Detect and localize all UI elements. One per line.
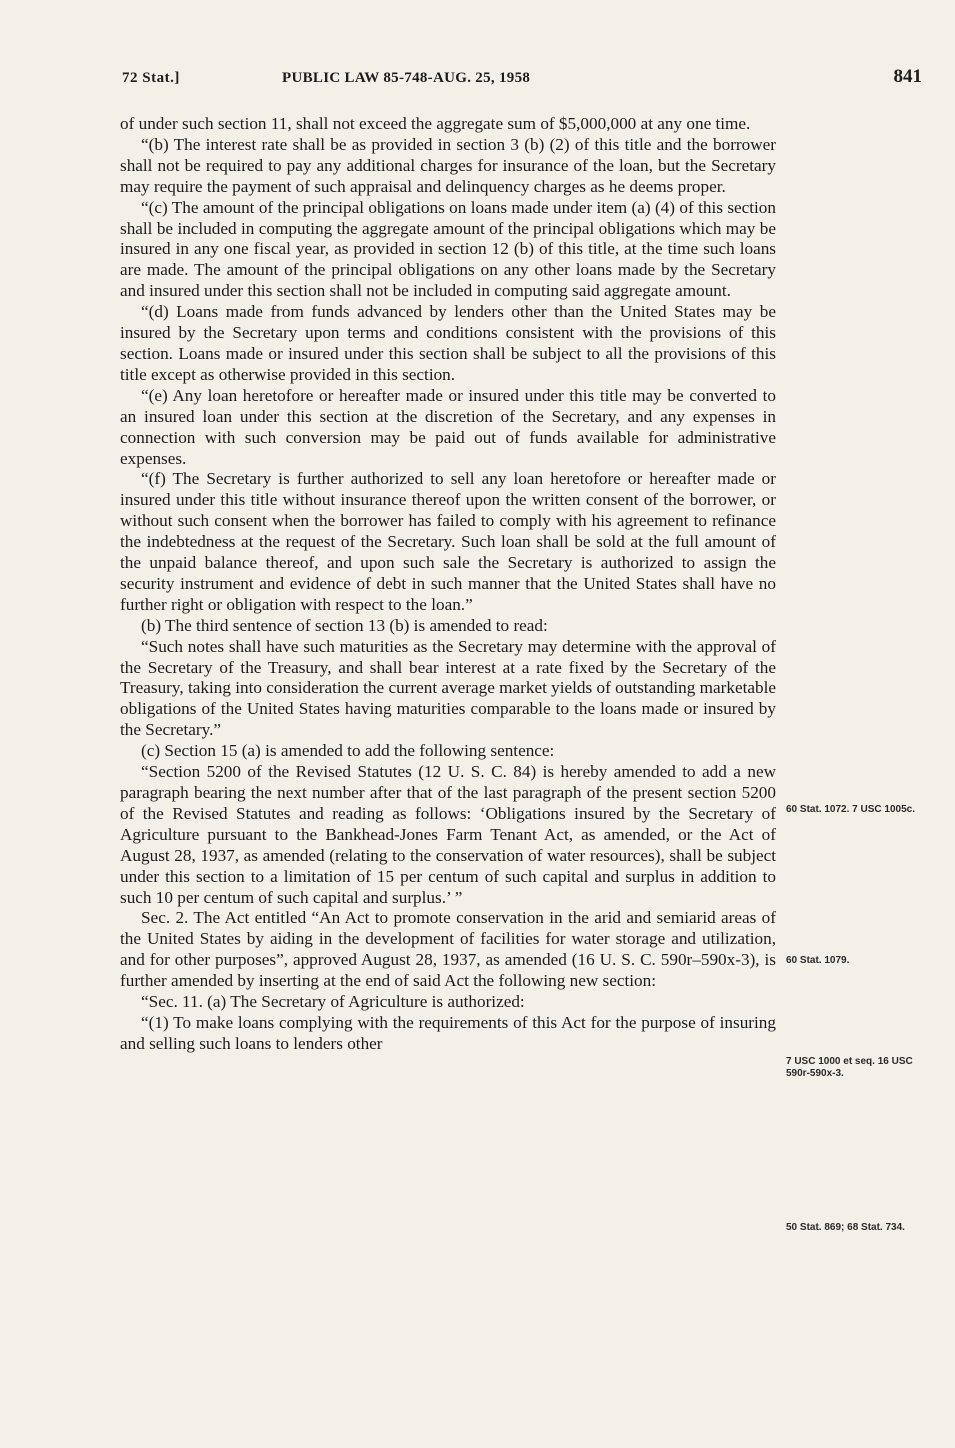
page-number: 841: [893, 66, 922, 87]
paragraph: “(e) Any loan heretofore or hereafter made or insured under this title may be converted to an insured loan under this section at the discretion of the Secretary, and any expenses in connection with such conversion may be paid out of funds available for administrative expenses.: [120, 385, 776, 468]
paragraph: of under such section 11, shall not exceed the aggregate sum of $5,000,000 at any one time.: [120, 114, 751, 133]
paragraph: “Sec. 11. (a) The Secretary of Agriculture is authorized:: [141, 992, 525, 1012]
paragraph: “(f) The Secretary is further authorized to sell any loan heretofore or hereafter made or insured under this title without insurance thereof upon the written consent of the borrower, or without such consent when the borrower has failed to comply with his agreement to refinance the indebtedness at the request of the Secretary. Such loan shall be sold at the full amount of the unpaid balance thereof, and upon such sale the Secretary is authorized to assign the security instrument and evidence of debt in such manner that the United States shall have no further right or obligation with respect to the loan.”: [120, 469, 776, 614]
paragraph: “(c) The amount of the principal obligations on loans made under item (a) (4) of this section shall be included in computing the aggregate amount of the principal obligations which may be insured in any one fiscal year, as provided in section 12 (b) of this title, at the time such loans are made. The amount of the principal obligations on any other loans made by the Secretary and insured under this section shall not be included in computing said aggregate amount.: [120, 197, 776, 301]
statute-volume: 72 Stat.]: [122, 70, 180, 86]
paragraph: “(d) Loans made from funds advanced by lenders other than the United States may be insured by the Secretary upon terms and conditions consistent with the provisions of this section. Loans made or insured under this section shall be subject to all the provisions of this title except as otherwise provided in this section.: [120, 302, 776, 384]
margin-citation: 50 Stat. 869; 68 Stat. 734.: [786, 1222, 905, 1233]
paragraph: (b) The third sentence of section 13 (b) is amended to read:: [141, 615, 548, 635]
paragraph: Sec. 2. The Act entitled “An Act to promote conservation in the arid and semiarid areas of the United States by aiding in the development of facilities for water storage and utilization, and for other purposes”, approved August 28, 1937, as amended (16 U. S. C. 590r–590x-3), is further amended by inserting at the end of said Act the following new section:: [120, 908, 776, 991]
paragraph: “(b) The interest rate shall be as provided in section 3 (b) (2) of this title and the borrower shall not be required to pay any additional charges for insurance of the loan, but the Secretary may require the payment of such appraisal and delinquency charges as he deems proper.: [120, 134, 776, 196]
margin-citation: 60 Stat. 1079.: [786, 955, 850, 966]
margin-citation: 60 Stat. 1072. 7 USC 1005c.: [786, 804, 915, 815]
paragraph: “Such notes shall have such maturities as the Secretary may determine with the approval of the Secretary of the Treasury, and shall bear interest at a rate fixed by the Secretary of the Treasury, taking into consideration the current average market yields of outstanding marketable obligations of the United States having maturities comparable to the loans made or insured by the Secretary.”: [120, 636, 776, 740]
law-title: PUBLIC LAW 85-748-AUG. 25, 1958: [282, 70, 531, 86]
margin-citation: 7 USC 1000 et seq. 16 USC 590r-590x-3.: [786, 1056, 913, 1079]
paragraph: “Section 5200 of the Revised Statutes (12 U. S. C. 84) is hereby amended to add a new paragraph bearing the next number after that of the last paragraph of the present section 5200 of the Revised Statutes and reading as follows: ‘Obligations insured by the Secretary of Agriculture pursuant to the Bankhead-Jones Farm Tenant Act, as amended, or the Act of August 28, 1937, as amended (relating to the conservation of water resources), shall be subject under this section to a limitation of 15 per centum of such capital and surplus in addition to such 10 per centum of such capital and surplus.’ ”: [120, 762, 776, 907]
paragraph: “(1) To make loans complying with the requirements of this Act for the purpose of insuring and selling such loans to lenders other: [120, 1012, 776, 1053]
paragraph: (c) Section 15 (a) is amended to add the following sentence:: [141, 741, 555, 761]
body-text: [120, 114, 776, 1055]
running-header: [122, 66, 922, 92]
